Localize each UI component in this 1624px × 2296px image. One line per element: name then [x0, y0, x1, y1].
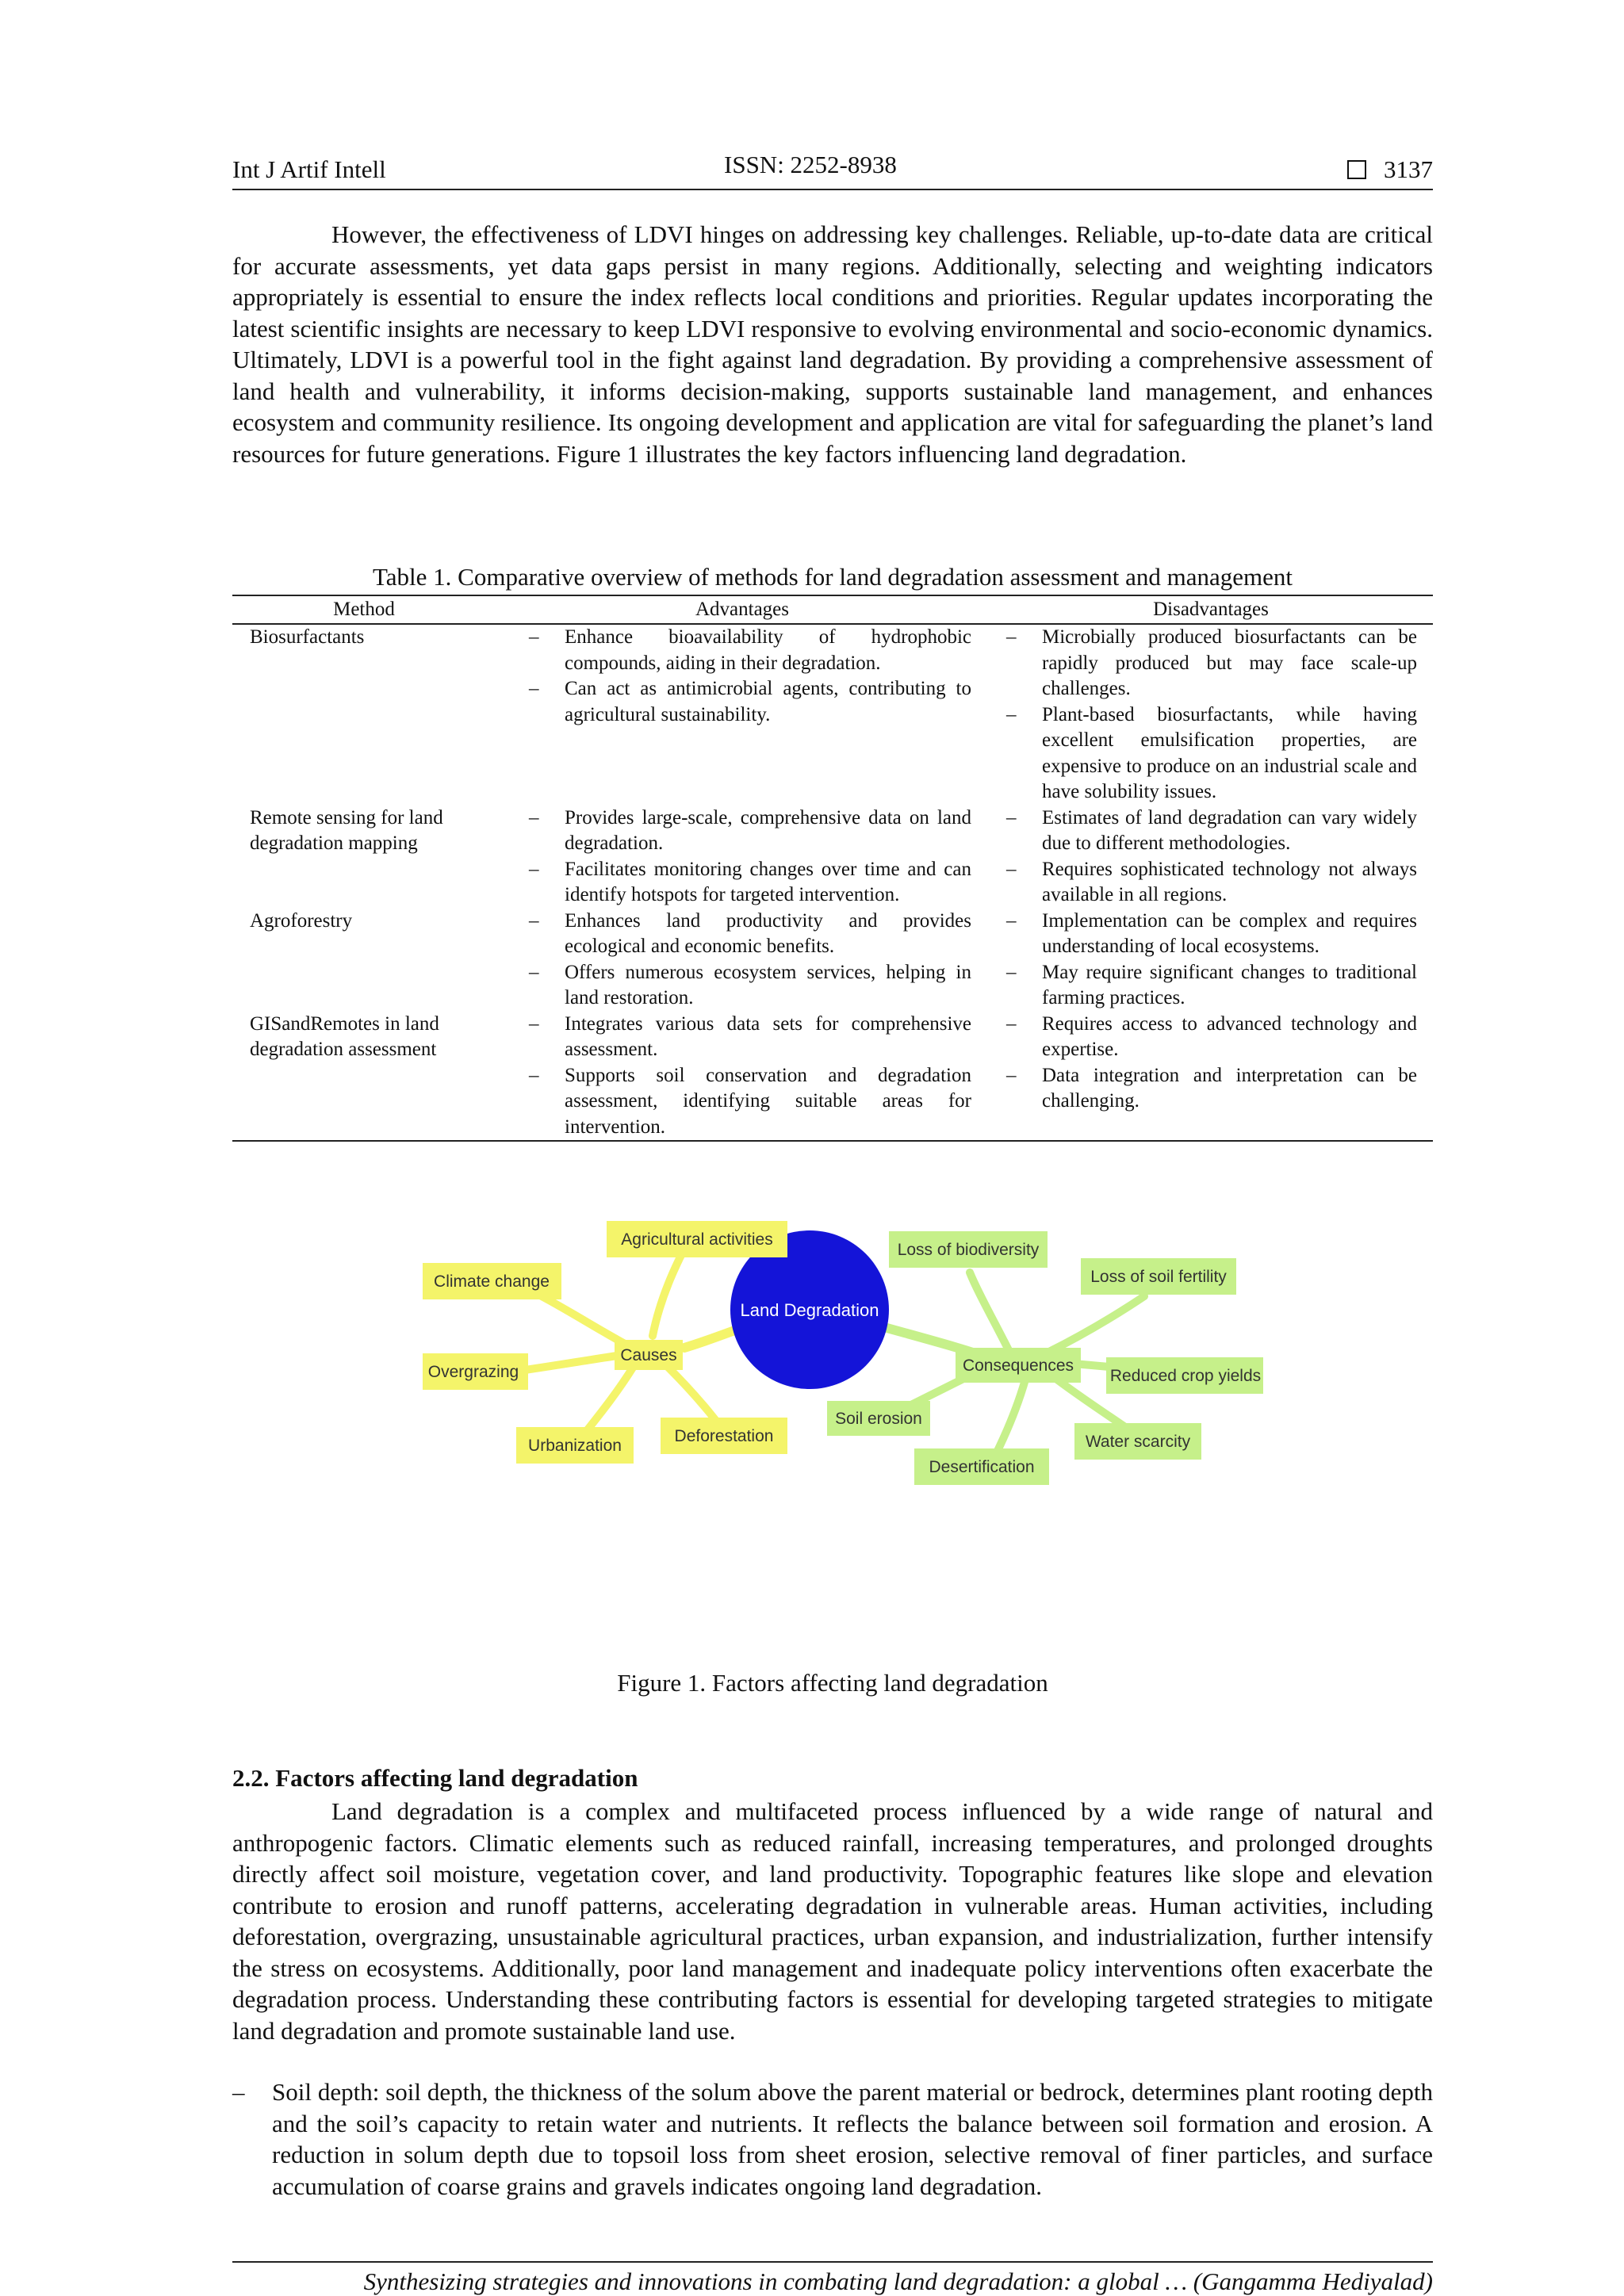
table-caption: Table 1. Comparative overview of methods for land degradation assessment and management — [373, 563, 1293, 591]
disadvantages-cell — [989, 1012, 1433, 1142]
cause-agricultural-activities — [607, 1221, 787, 1257]
advantage-item: – Can act as antimicrobial agents, contributing to agricultural sustainability. — [521, 676, 971, 728]
advantages-cell — [496, 1012, 989, 1142]
consequence-soil-erosion — [827, 1401, 930, 1436]
svg-text:Loss of soil fertility: Loss of soil fertility — [1090, 1268, 1227, 1286]
svg-text:Deforestation: Deforestation — [674, 1427, 774, 1445]
consequence-desertification — [914, 1448, 1049, 1485]
method-cell: Biosurfactants — [250, 626, 365, 648]
journal-name: Int J Artif Intell — [232, 155, 386, 183]
dash-bullet-icon: – — [232, 2078, 245, 2106]
svg-text:Loss of biodiversity: Loss of biodiversity — [897, 1241, 1040, 1259]
center-label: Land Degradation — [740, 1300, 879, 1320]
disadvantage-item: – Data integration and interpretation can be challenging. — [998, 1063, 1417, 1115]
advantages-cell — [496, 624, 989, 806]
disadvantages-cell — [989, 624, 1433, 806]
advantage-item: – Enhance bioavailability of hydrophobic compounds, aiding in their degradation. — [521, 625, 971, 676]
consequence-loss-of-biodiversity — [889, 1231, 1048, 1268]
page-number: 3137 — [1384, 155, 1433, 183]
disadvantage-item: – Microbially produced biosurfactants can be rapidly produced but may face scale-up challenges. — [998, 625, 1417, 702]
disadvantage-item: – May require significant changes to traditional farming practices. — [998, 960, 1417, 1012]
body-paragraph-2: Land degradation is a complex and multifaceted process influenced by a wide range of natural and anthropogenic factors. Climatic elements such as reduced rainfall, increasing temperatures, and prolonged droughts directly affect soil moisture, vegetation cover, and land productivity. Topographic features like slope and elevation contribute to erosion and runoff patterns, accelerating degradation in vulnerable areas. Human activities, including deforestation, overgrazing, unsustainable agricultural practices, urban expansion, and industrialization, further intensify the stress on ecosystems. Additionally, poor land management and inadequate policy interventions often exacerbate the degradation process. Understanding these contributing factors is essential for developing targeted strategies to mitigate land degradation and promote sustainable land use. — [232, 1797, 1433, 2045]
mind-map-figure — [423, 1217, 1263, 1645]
branch-agricultural-activities — [653, 1249, 684, 1336]
cause-urbanization — [516, 1427, 634, 1464]
method-cell: Agroforestry — [250, 909, 353, 932]
advantages-cell — [496, 806, 989, 909]
svg-text:Water scarcity: Water scarcity — [1085, 1433, 1191, 1451]
header-advantages: Advantages — [496, 595, 989, 624]
cause-deforestation — [661, 1418, 787, 1454]
branch-loss-of-biodiversity — [970, 1272, 1009, 1352]
causes-node — [615, 1340, 683, 1370]
advantage-item: – Facilitates monitoring changes over time and can identify hotspots for targeted intervention. — [521, 857, 971, 909]
consequences-label: Consequences — [962, 1357, 1074, 1375]
branch-desertification — [994, 1380, 1025, 1459]
branch-loss-of-soil-fertility — [1049, 1296, 1144, 1352]
table-row — [232, 624, 1433, 806]
disadvantages-cell — [989, 806, 1433, 909]
box-icon — [1347, 160, 1366, 179]
cause-overgrazing — [423, 1353, 528, 1390]
mind-map-diagram — [423, 1217, 1263, 1645]
issn: ISSN: 2252-8938 — [724, 151, 897, 178]
table-row — [232, 909, 1433, 1012]
cause-climate-change — [423, 1263, 561, 1299]
causes-label: Causes — [620, 1346, 677, 1364]
svg-text:Agricultural activities: Agricultural activities — [621, 1230, 773, 1249]
bullet-item — [232, 2076, 1433, 2202]
consequences-node — [956, 1348, 1081, 1383]
body-paragraph-1: However, the effectiveness of LDVI hinges on addressing key challenges. Reliable, up-to-date data are critical for accurate assessments, yet data gaps persist in many regions. Additionally, selecting and weighting indicators appropriately is essential to ensure the index reflects local conditions and priorities. Regular updates incorporating the latest scientific insights are necessary to keep LDVI responsive to evolving environmental and socio-economic dynamics. Ultimately, LDVI is a powerful tool in the fight against land degradation. By providing a comprehensive assessment of land health and vulnerability, it informs decision-making, supports sustainable land management, and enhances ecosystem and community resilience. Its ongoing development and application are vital for safeguarding the planet’s land resources for future generations. Figure 1 illustrates the key factors influencing land degradation. — [232, 220, 1433, 468]
header-method: Method — [232, 595, 496, 624]
svg-text:Overgrazing: Overgrazing — [427, 1363, 519, 1381]
table-header-row — [232, 595, 1433, 624]
svg-text:Climate change: Climate change — [434, 1272, 550, 1291]
disadvantages-cell — [989, 909, 1433, 1012]
consequence-loss-of-soil-fertility — [1081, 1258, 1236, 1295]
disadvantage-item: – Implementation can be complex and requires understanding of local ecosystems. — [998, 909, 1417, 960]
advantage-item: – Offers numerous ecosystem services, helping in land restoration. — [521, 960, 971, 1012]
advantages-cell — [496, 909, 989, 1012]
disadvantage-item: – Requires access to advanced technology and expertise. — [998, 1012, 1417, 1063]
header-disadvantages: Disadvantages — [989, 595, 1433, 624]
table-row — [232, 1012, 1433, 1142]
comparison-table — [232, 595, 1433, 1142]
disadvantage-item: – Requires sophisticated technology not always available in all regions. — [998, 857, 1417, 909]
bullet-text: Soil depth: soil depth, the thickness of the solum above the parent material or bedrock, determines plant rooting depth and the soil’s capacity to retain water and nutrients. It reflects the balance between soil formation and erosion. A reduction in solum depth due to topsoil loss from sheet erosion, selective removal of finer particles, and surface accumulation of coarse grains and gravels indicates ongoing land degradation. — [272, 2078, 1433, 2200]
advantage-item: – Supports soil conservation and degradation assessment, identifying suitable areas for intervention. — [521, 1063, 971, 1141]
method-cell: Remote sensing for land degradation mapping — [250, 806, 443, 854]
svg-text:Urbanization: Urbanization — [528, 1437, 622, 1455]
consequence-water-scarcity — [1074, 1423, 1201, 1460]
running-footer: Synthesizing strategies and innovations in combating land degradation: a global … (Gangamma Hediyalad) — [232, 2261, 1433, 2296]
table-row — [232, 806, 1433, 909]
consequence-reduced-crop-yields — [1106, 1357, 1263, 1394]
svg-text:Soil erosion: Soil erosion — [835, 1410, 922, 1428]
running-header — [232, 151, 1433, 190]
advantage-item: – Enhances land productivity and provides ecological and economic benefits. — [521, 909, 971, 960]
section-heading: 2.2. Factors affecting land degradation — [232, 1764, 638, 1792]
page — [232, 151, 1433, 2295]
figure-caption: Figure 1. Factors affecting land degradation — [617, 1669, 1048, 1697]
page-number-group — [1347, 155, 1433, 184]
method-cell: GISandRemotes in land degradation assessment — [232, 1012, 496, 1142]
disadvantage-item: – Estimates of land degradation can vary widely due to different methodologies. — [998, 806, 1417, 857]
disadvantage-item: – Plant-based biosurfactants, while having excellent emulsification properties, are expensive to produce on an industrial scale and have solubility issues. — [998, 702, 1417, 806]
advantage-item: – Provides large-scale, comprehensive data on land degradation. — [521, 806, 971, 857]
advantage-item: – Integrates various data sets for comprehensive assessment. — [521, 1012, 971, 1063]
svg-text:Reduced crop yields: Reduced crop yields — [1109, 1367, 1262, 1385]
svg-text:Desertification: Desertification — [929, 1458, 1035, 1476]
